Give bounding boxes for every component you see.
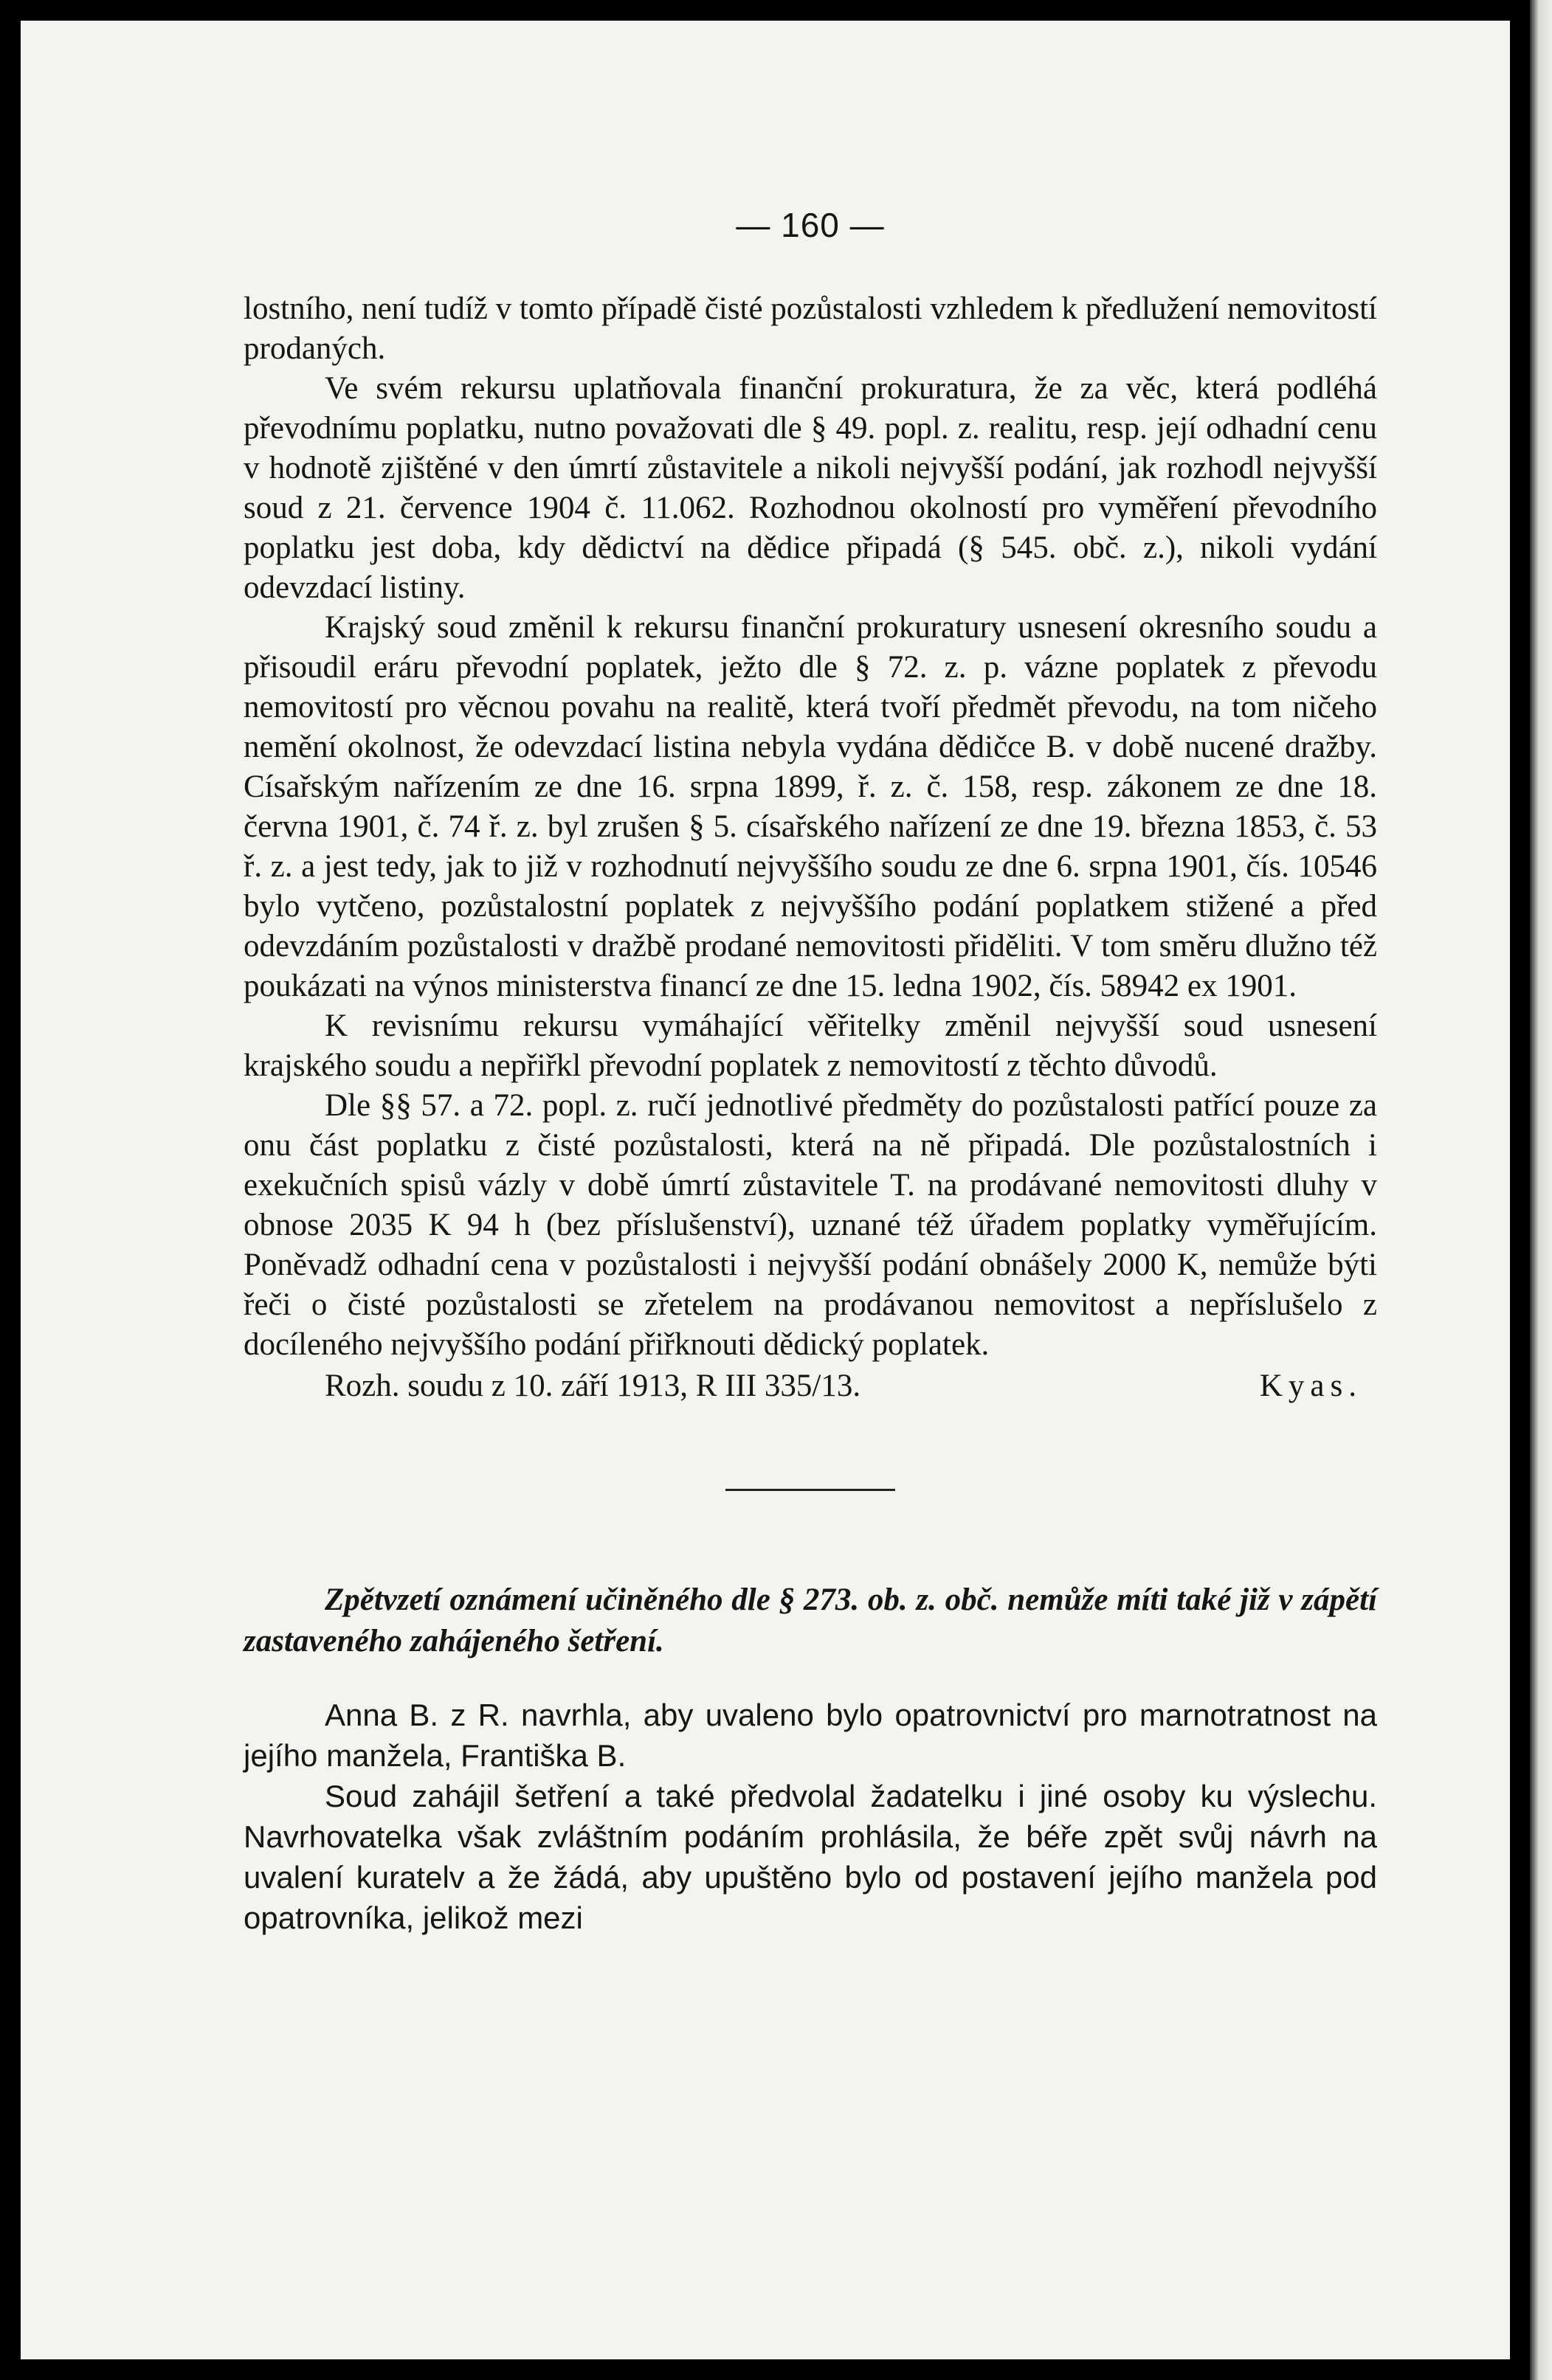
paragraph-petition: Anna B. z R. navrhla, aby uvaleno bylo opatrovnictví pro marnotratnost na jejího manžela, Františka B. xyxy=(244,1698,1377,1773)
paragraph-revision-appeal: K revisnímu rekursu vymáhající věřitelky změnil nejvyšší soud usnesení krajského soudu a nepřiřkl převodní poplatek z nemovitostí z těchto důvodů. xyxy=(244,1009,1377,1083)
case-heading: Zpětvzetí oznámení učiněného dle § 273. ob. z. obč. nemůže míti také již v zápětí zastaveného zahájeného šetření. xyxy=(244,1582,1377,1658)
page-edge-shadow xyxy=(1530,0,1552,2380)
paragraph-reasoning: Dle §§ 57. a 72. popl. z. ručí jednotlivé předměty do pozůstalosti patřící pouze za onu část poplatku z čisté pozůstalosti, která na ně připadá. Dle pozůstalostních i exekučních spisů vázly v době úmrtí zůstavitele T. na prodávané nemovitosti dluhy v obnose 2035 K 94 h (bez příslušenství), uznané též úřadem poplatky vyměřujícím. Poněvadž odhadní cena v pozůstalosti i nejvyšší podání obnášely 2000 K, nemůže býti řeči o čisté pozůstalosti se zřetelem na prodávanou nemovitost a nepříslušelo z docíleného nejvyššího podání přiřknouti dědický poplatek. xyxy=(244,1088,1377,1362)
scanned-page xyxy=(21,21,1510,2359)
section-divider xyxy=(725,1489,895,1491)
citation-line xyxy=(244,1366,1377,1406)
paragraph-investigation: Soud zahájil šetření a také předvolal žadatelku i jiné osoby ku výslechu. Navrhovatelka však zvláštním podáním prohlásila, že béře zpět svůj návrh na uvalení kuratelv a že žádá, aby upuštěno bylo od postavení jejího manžela pod opatrovníka, jelikož mezi xyxy=(244,1779,1377,1935)
paragraph-prosecutor-appeal: Ve svém rekursu uplatňovala finanční prokuratura, že za věc, která podléhá převodnímu poplatku, nutno považovati dle § 49. popl. z. realitu, resp. její odhadní cenu v hodnotě zjištěné v den úmrtí zůstavitele a nikoli nejvyšší podání, jak rozhodl nejvyšší soud z 21. července 1904 č. 11.062. Rozhodnou okolností pro vyměření převodního poplatku jest doba, kdy dědictví na dědice připadá (§ 545. obč. z.), nikoli vydání odevzdací listiny. xyxy=(244,371,1377,605)
author-signature: Kyas. xyxy=(1259,1369,1362,1403)
paragraph-regional-court: Krajský soud změnil k rekursu finanční prokuratury usnesení okresního soudu a přisoudil eráru převodní poplatek, ježto dle § 72. z. p. vázne poplatek z převodu nemovitostí pro věcnou povahu na realitě, která tvoří předmět převodu, na tom ničeho nemění okolnost, že odevzdací listina nebyla vydána dědičce B. v době nucené dražby. Císařským nařízením ze dne 16. srpna 1899, ř. z. č. 158, resp. zákonem ze dne 18. června 1901, č. 74 ř. z. byl zrušen § 5. císařského nařízení ze dne 19. března 1853, č. 53 ř. z. a jest tedy, jak to již v rozhodnutí nejvyššího soudu ze dne 6. srpna 1901, čís. 10546 bylo vytčeno, pozůstalostní poplatek z nejvyššího podání poplatkem stižené a před odevzdáním pozůstalosti v dražbě prodané nemovitosti přiděliti. V tom směru dlužno též poukázati na výnos ministerstva financí ze dne 15. ledna 1902, čís. 58942 ex 1901. xyxy=(244,610,1377,1003)
decision-citation: Rozh. soudu z 10. září 1913, R III 335/13. xyxy=(325,1369,861,1403)
paragraph-continuation: lostního, není tudíž v tomto případě čisté pozůstalosti vzhledem k předlužení nemovitostí prodaných. xyxy=(244,291,1377,366)
page-content xyxy=(244,205,1377,1938)
page-number: — 160 — xyxy=(736,206,885,244)
